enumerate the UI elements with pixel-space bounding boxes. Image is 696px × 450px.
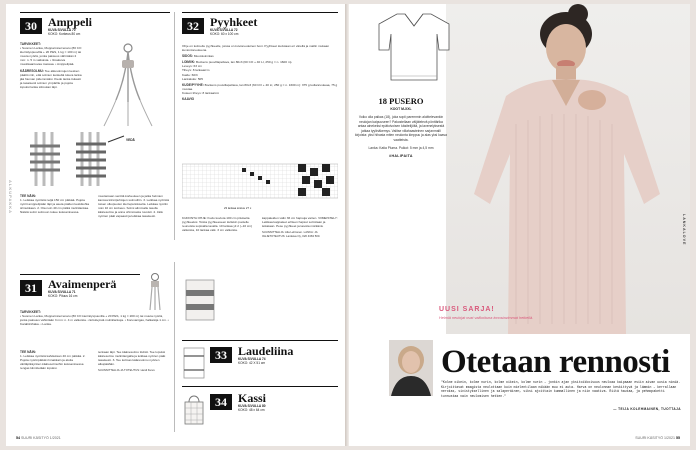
author-portrait: [389, 340, 433, 396]
quote-text: "Kolme oikein, kolme nurin, kolme oikein, kolme nurin – jonkin ajan yksitoikkoisuus neuloaa kaipaaan esiin aivan uusia nimiä. Kirjoittavat maagista neulottaan kuin mielentilaan mikään muu ei auta. Harva on neulonnan keskittyvä ja lämmin – kerrallaan nerokas, sivistyksellinen ja salaperäinen, siksi ajoittain kummallinen ja niin vaativa. Riitä hautaa, ja pehmopaketti tunnustaa vain neulomisen hetken.": [441, 380, 681, 398]
ends-spec: Lankaluku: 505: [182, 76, 203, 81]
sweater-sketch: [375, 10, 453, 84]
diagram-label: KAAVIO: [182, 97, 195, 102]
project-meta-page: KUVA SIVULLA 71: [48, 290, 76, 294]
project-title-pyyhkeet: Pyyhkeet: [210, 15, 258, 29]
project-meta-size: KOKO: 42 X 51 cm: [238, 361, 266, 365]
wrap-knot-icon: [26, 132, 136, 186]
weave-diagram: [182, 162, 338, 206]
page-folio-right: [635, 436, 680, 440]
finishing-text: kappaleiden välin 36 cm hapsuja varten. VIIMEISTELY: Leikkaa kappaleet erilleen hapsut solmitaan ja leikataan. Pese pyyhkeet ja tasoita märkänä.: [262, 216, 338, 229]
weft-density: Kuteen tiheys: 8 lankaa/cm: [182, 90, 220, 95]
designer-credit: SUUNNITTELIJA: Aila Lehtonen. LANKA: JA OHJETOTEUTUS: Lankava Oy, 020 4363 500.: [262, 230, 321, 239]
towel-illustration: [182, 276, 218, 324]
project-meta-page: KUVA SIVULLA 72: [210, 28, 238, 32]
towel-icon: [182, 276, 218, 324]
section-rule: [182, 386, 338, 387]
planter-knot-icon: [86, 40, 170, 128]
hashtag: #HALIPAITA: [389, 154, 413, 159]
project-meta-page: KUVA SIVULLA 80: [238, 404, 266, 408]
instructions-text: 1. Leikkaa nyöristä kahdeksan 40 cm pätkää. 2. Pujota nyörinpätkät rinnakkain ja aloita väriläpikäyntien kääresolmuihin kokoamisessa rengas kiinnitetään lopuksi.: [20, 354, 86, 371]
magazine-name: SUURI KÄSITYÖ 1/2021: [635, 436, 675, 440]
section-label: TARVIKKEET:: [20, 42, 41, 46]
project-meta-size: KOKO: 60 x 100 cm: [210, 32, 239, 36]
towel-weaving: [182, 216, 258, 234]
project-number-34: 34: [210, 394, 232, 410]
instructions-text-2: tenkaan läpi. Tee käänesolmu tiiviisti. Tee lopuksi kääresolmu mulinilangalla ja leikkaa nyörien päät tasaisesti. 3. Tee kolmas kääresolmu nyörien alkupäähän.: [98, 350, 166, 367]
bench-towel-icon: [182, 346, 206, 380]
bag-icon: [182, 392, 206, 426]
section-label: TEE NÄIN:: [20, 194, 36, 198]
right-page: [349, 4, 690, 446]
model-photo-icon: [446, 4, 690, 334]
project-number-31: 31: [20, 280, 42, 296]
headline: Otetaan rennosti: [441, 344, 670, 380]
column-divider: [174, 12, 175, 240]
weaving-text: KUDONTA OHJE: Kudo kuviota 100 cm pituiselta pyyhkeeksi. Toista pyyhkeeseen kullekin puolelle reunoista sopivalla tavalla. 10 lankaa yli 2 (~10 cm) valkoista, 10 lankaa valk. 3 cm valkoista.: [182, 216, 253, 233]
section-label: TEE NÄIN:: [20, 350, 36, 354]
section-label: KUDE/PYYHE:: [182, 82, 204, 87]
instructions-text-2: muotamaan senttiä korkeuteen ja jatka helmien kanssa kiinnipuhtojen solmuihin. 3. Leikkaa nyöristä toisen ulkopuolen kierrepuitokselta. Leikkaa nyöriin noin 10 cm korkeus. Solmi alimmalle tasolle kääresolmu ja anna ohimmasta ruuvisti. 4. Jätä nyörien päät vapaasti ja leikkaa tasaisesti.: [98, 194, 170, 219]
quote-signature: — TEIJA KOLEHMAINEN, TUOTTAJA: [613, 407, 681, 411]
section-label: KÄÄRESOLMU:: [20, 68, 44, 73]
section-label: LOIMI/K:: [182, 60, 196, 65]
page-number: 54: [16, 436, 20, 440]
project-title-amppeli: Amppeli: [48, 15, 93, 29]
keychain-instructions: [20, 350, 92, 372]
side-tag: ALKUPAKKA: [8, 180, 13, 215]
diagram-caption: 23 lankaa toistuu 27 x: [224, 206, 252, 210]
bench-towel-illustration: [182, 346, 206, 380]
materials-text: • Suomen Lanka, Moppari-kierrenaru (80 CO kierrätyspuuvilla + 20 PES, 1 kg = 200 m) tai muuta nyöriä, jonka paksuus vähintään 3 mm: n. 4 m valkoista. • Erisävyisiä mulinilankoja. • Koruvanigas, halkaisija 1 cm. • Karabiinihaka. • Lanka.: [20, 314, 169, 327]
project-title-laudeliina: Laudeliina: [238, 344, 294, 358]
sweater-outline-icon: [375, 10, 453, 84]
pusero-description: Voiko olla paikas (18), joka sopii paremmin aloittelevankin neulojan kaipuuseen? Pakostellaan väljätelevä pönttärika antaa ainekeksi epätoivoisen käsitelijöitä, ja lavenelyksestä jatkaa tyylinäkemys. Valitse villahaasteinen sarjanmalli kirjoista: yksi hihasta miten neulonta kieppuu ja alas yksi kaava vaatteista.: [355, 115, 447, 142]
project-meta-page: KUVA SIVULLA 70: [48, 28, 76, 32]
section-label: TARVIKKEET:: [20, 310, 41, 314]
wrap-knot-illustration: [26, 132, 136, 186]
project-meta-size: KOKO: Korkeus 80 cm: [48, 32, 81, 36]
density-spec: Tiheys: 8 lankaa/cm: [182, 68, 210, 73]
keychain-materials: [20, 310, 170, 328]
amppeli-instructions: [20, 194, 92, 216]
towel-spec: [182, 44, 338, 103]
pusero-block: [355, 96, 447, 158]
section-rule: [182, 340, 338, 341]
project-meta-size: KOKO: 48 x 64 cm: [238, 408, 265, 412]
project-title-pusero: 18 PUSERO: [378, 96, 424, 106]
weave-type: Muotoloimikas: [193, 54, 214, 59]
project-meta-page: KUVA SIVULLA 74: [238, 357, 266, 361]
weave-grid-icon: [182, 162, 338, 206]
warp-text: Bockens puuvillapellava, lan 80x3 (60 CO + 40 LI, 250 g = n. 1600 m).: [195, 60, 293, 65]
weft-text: Bockens puuvillapellava, lan 80x3 (60 CO + 40 LI, 250 g = n. 1600 m): 375 g kullanruskeaa, 75 g mustaa.: [182, 82, 338, 91]
knot-text: Tee alkusolmujen kesken päättö niin, että solmun keskeltä tuleva lanka jää hieman pidemmäksi. Kiedo lanka tiukasti ja tasaisesti solmun ympärille ja pujota lopuksi lanka silmukan läpi.: [20, 68, 82, 89]
planter-illustration: [86, 40, 170, 128]
materials-text: • Suomen Lanka, Moppari-kierrenaru (80 CO kierrätyspuuvilla + 20 PES, 1 kg = 100 m) tai muuta nyöriä, jonka paksuus vähintään 2 mm: n. 5 m valkoista. • Ilmakuiva muokkaantuvaa massaa. • Amppelipää.: [20, 46, 82, 67]
page-folio-left: [16, 436, 61, 440]
width-spec: Leveys: 63 cm: [182, 64, 202, 69]
keychain-icon: [140, 272, 170, 312]
keychain-instructions-2: [98, 350, 170, 374]
project-meta-size: KOKO: Pituus 16 cm: [48, 294, 78, 298]
project-title-avaimenpera: Avaimenperä: [48, 277, 117, 291]
page-number: 55: [676, 436, 680, 440]
left-page: [6, 4, 345, 446]
author-portrait-icon: [389, 340, 433, 396]
keychain-illustration: [140, 272, 170, 312]
pull-label: VEDÄ: [126, 138, 135, 142]
column-divider: [174, 262, 175, 432]
series-subtitle: Helmiä neulojat ovat valikoituna innostavimmat hetkellä.: [439, 316, 534, 320]
project-title-kassi: Kassi: [238, 391, 267, 405]
section-label: SIDOS:: [182, 54, 193, 59]
towel-intro: Ohje on kolmelle pyyhkeelle, joissa on kuvioneuleinen boni. Pyyhkeet kudotaan eri värellä ja mallin mukaan kuviontoneuleena.: [182, 44, 330, 53]
magazine-name: SUURI KÄSITYÖ 1/2021: [21, 436, 61, 440]
pusero-yarn: Lanka: Katia Pluma. Puikot: 5 mm ja 4,5 mm: [368, 146, 434, 150]
side-tag: LANKALOVE: [682, 214, 686, 246]
project-number-30: 30: [20, 18, 42, 34]
project-meta-size: KOOT M-XXL: [390, 107, 412, 111]
amppeli-materials: [20, 42, 82, 91]
amppeli-instructions-2: [98, 194, 170, 221]
hero-photo: [446, 4, 690, 334]
series-title: UUSI SARJA!: [439, 306, 495, 313]
designer-credit: SUUNNITTELIJA JA TOTEUTUS: Heidi Kuivu: [98, 368, 155, 373]
towel-finishing: [262, 216, 338, 240]
bag-illustration: [182, 392, 206, 426]
project-number-33: 33: [210, 347, 232, 363]
reed-spec: Kaide: 60/3: [182, 72, 198, 77]
project-number-32: 32: [182, 18, 204, 34]
instructions-text: 1. Leikkaa nyöristä neljä 150 cm pätkää. Pujota nyörit amppelipään läpi ja aseta päiden keskikohta silmukkaan. 2. Ota noin 40 cm pätkä mulinilankaa. Näistä solmi solmuun tukee kokoamisessa.: [20, 198, 90, 215]
section-rule: [182, 12, 338, 13]
section-rule: [20, 12, 170, 13]
